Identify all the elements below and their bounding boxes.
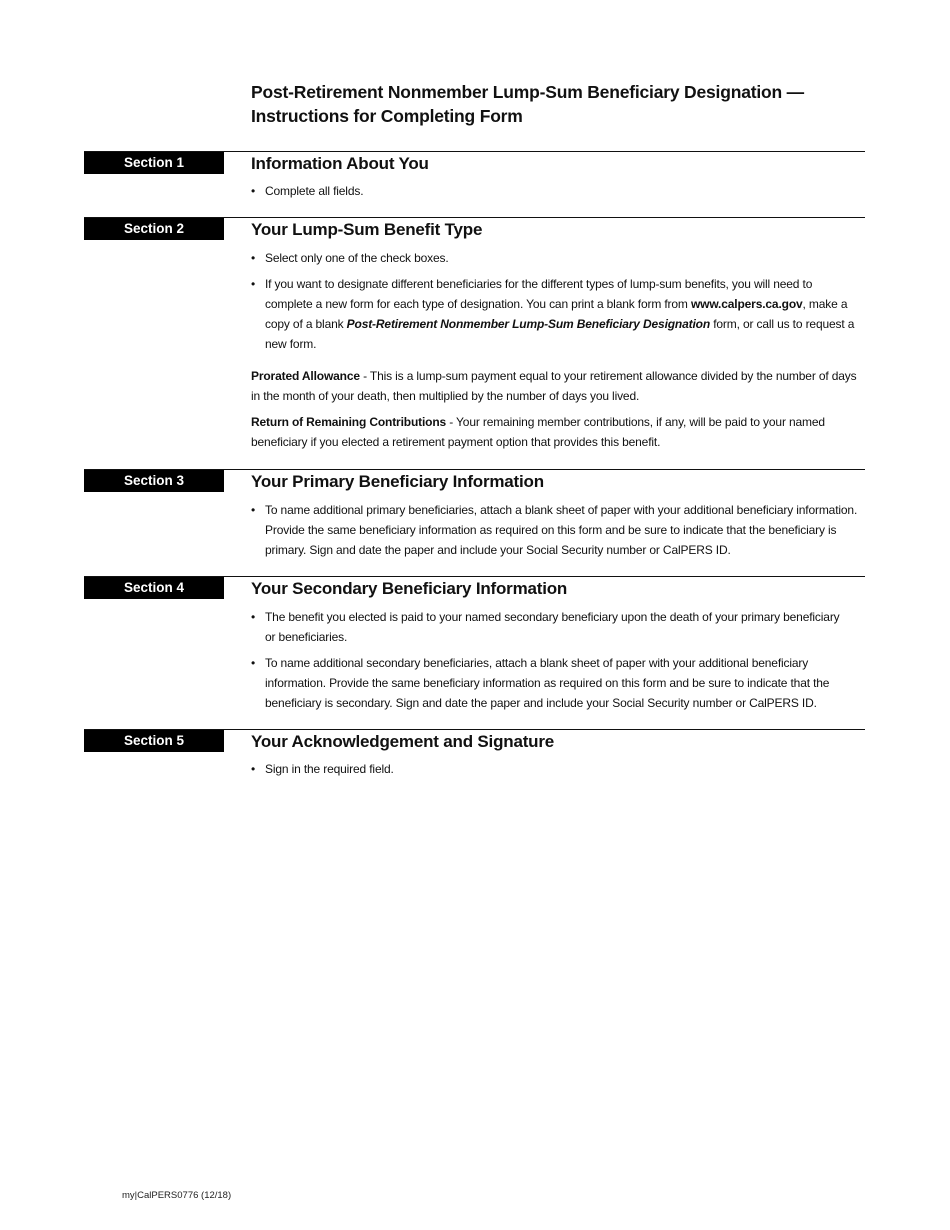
section-2 [0, 217, 950, 467]
bullet-item [251, 607, 841, 647]
form-name: Post-Retirement Nonmember Lump-Sum Beneficiary Designation [346, 317, 711, 331]
section-content [251, 607, 841, 719]
bullet-icon: • [251, 610, 256, 624]
section-content [251, 181, 861, 207]
section-tab: Section 5 [84, 730, 224, 752]
section-tab: Section 1 [84, 152, 224, 174]
section-4 [0, 576, 950, 716]
bullet-icon: • [251, 656, 256, 670]
bullet-icon: • [251, 277, 256, 291]
bullet-item [251, 653, 841, 713]
bullet-icon: • [251, 184, 256, 198]
bullet-icon: • [251, 251, 256, 265]
bullet-text: Sign in the required field. [265, 762, 394, 776]
section-content [251, 248, 861, 458]
bullet-item [251, 181, 861, 201]
bullet-item [251, 248, 861, 268]
bullet-text: To name additional primary beneficiaries, attach a blank sheet of paper with your additional beneficiary information. Provide the same beneficiary information as required on this form and be sure to indicate that the beneficiary is primary. Sign and date the paper and include your Social Security number or CalPERS ID. [265, 503, 858, 557]
section-tab: Section 3 [84, 470, 224, 492]
bullet-item [251, 500, 865, 560]
bullet-text: The benefit you elected is paid to your named secondary beneficiary upon the death of your primary beneficiary or beneficiaries. [265, 610, 840, 644]
bullet-item [251, 759, 861, 779]
definition-text: - This is a lump-sum payment equal to your retirement allowance divided by the number of days in the month of your death, then multiplied by the number of days you lived. [251, 369, 857, 403]
website-link[interactable]: www.calpers.ca.gov [690, 297, 803, 311]
section-heading: Your Secondary Beneficiary Information [251, 579, 568, 598]
bullet-text-part: , make a copy of a blank [265, 297, 848, 331]
page-title-line-1: Post-Retirement Nonmember Lump-Sum Beneficiary Designation — [251, 82, 804, 102]
section-heading: Information About You [251, 154, 429, 173]
section-heading: Your Primary Beneficiary Information [251, 472, 544, 491]
page-title-line-2: Instructions for Completing Form [251, 106, 523, 126]
bullet-text-part: If you want to designate different beneficiaries for the different types of lump-sum benefits, you will need to complete a new form for each type of designation. You can print a blank form from [265, 277, 813, 311]
section-heading: Your Lump-Sum Benefit Type [251, 220, 483, 239]
definition-term: Return of Remaining Contributions [251, 415, 447, 429]
bullet-icon: • [251, 503, 256, 517]
definition-prorated-allowance [251, 366, 861, 406]
section-5 [0, 729, 950, 789]
section-content [251, 500, 865, 566]
section-content [251, 759, 861, 785]
section-1 [0, 151, 950, 211]
bullet-item [251, 274, 861, 354]
section-heading: Your Acknowledgement and Signature [251, 732, 555, 751]
bullet-text-part: form, or call us to request a new form. [265, 317, 855, 351]
section-3 [0, 469, 950, 569]
section-tab: Section 4 [84, 577, 224, 599]
bullet-text: Select only one of the check boxes. [265, 251, 449, 265]
definition-text: - Your remaining member contributions, if any, will be paid to your named beneficiary if you elected a retirement payment option that provides this benefit. [251, 415, 825, 449]
form-id-footer: my|CalPERS0776 (12/18) [122, 1190, 232, 1201]
bullet-text [265, 277, 854, 351]
section-tab: Section 2 [84, 218, 224, 240]
bullet-text: Complete all fields. [265, 184, 364, 198]
definition-term: Prorated Allowance [251, 369, 360, 383]
bullet-icon: • [251, 762, 256, 776]
definition-return-of-remaining-contributions [251, 412, 861, 452]
bullet-text: To name additional secondary beneficiaries, attach a blank sheet of paper with your additional beneficiary information. Provide the same beneficiary information as required on this form and be sure to indicate that the beneficiary is secondary. Sign and date the paper and include your Social Security number or CalPERS ID. [265, 656, 830, 710]
page-title [251, 80, 851, 128]
